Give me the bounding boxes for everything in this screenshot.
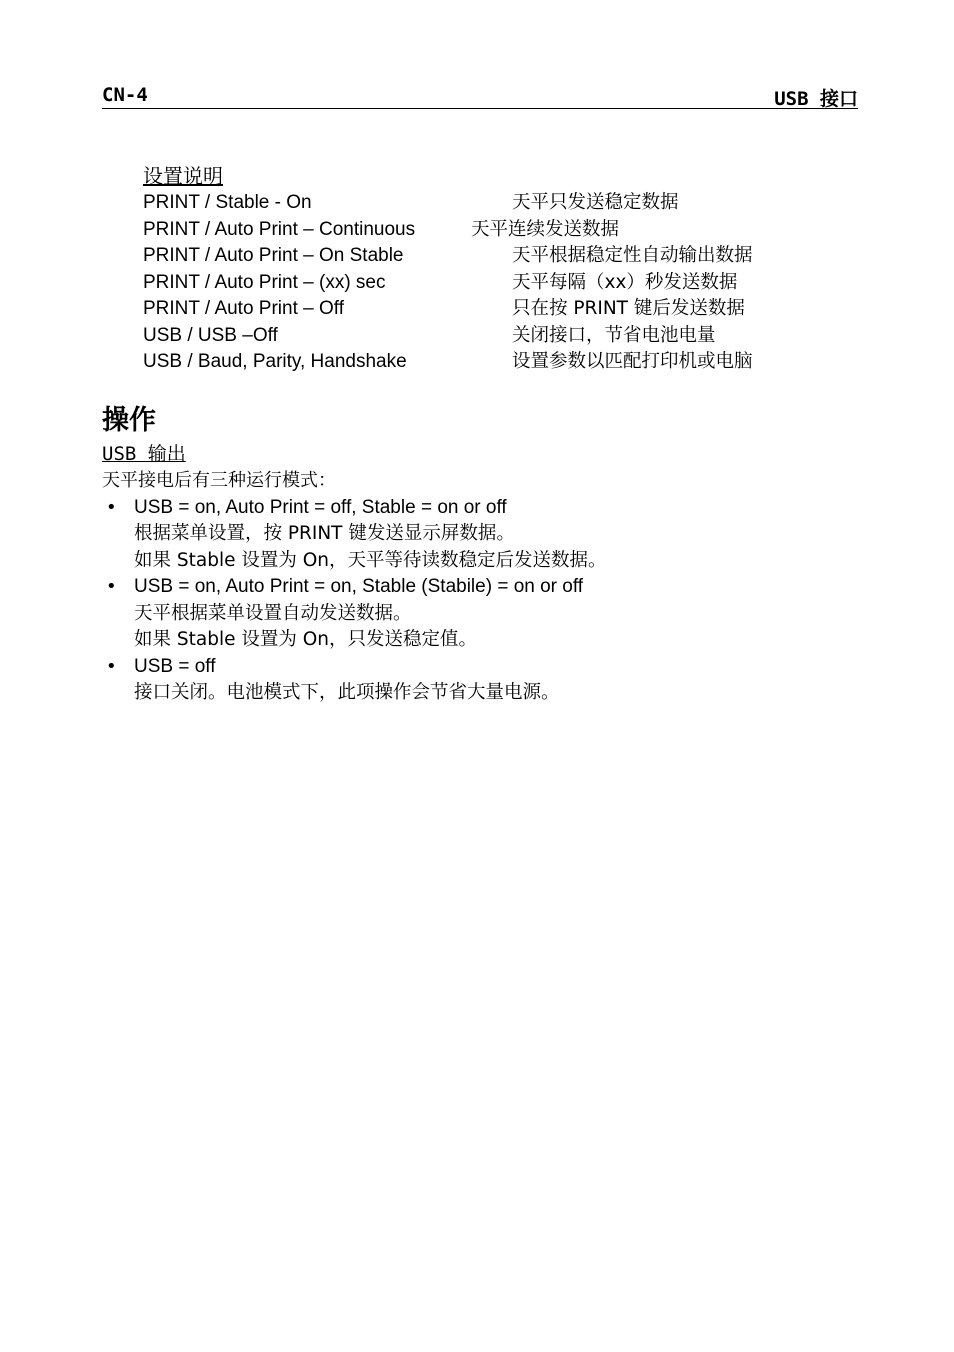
- mode-title: USB = on, Auto Print = off, Stable = on or off: [134, 496, 507, 518]
- operation-heading: 操作: [102, 405, 156, 436]
- setting-key: USB / Baud, Parity, Handshake: [143, 351, 407, 372]
- mode-list-item: [102, 495, 862, 575]
- mode-description: 根据菜单设置，按 PRINT 键发送显示屏数据。: [134, 523, 515, 544]
- settings-row: [143, 296, 843, 323]
- usb-output-title: USB 输出: [102, 443, 186, 465]
- settings-row: [143, 323, 843, 350]
- settings-row: [143, 190, 843, 217]
- setting-key: PRINT / Auto Print – Continuous: [143, 218, 416, 240]
- setting-key: PRINT / Auto Print – On Stable: [143, 245, 404, 266]
- setting-key: USB / USB –Off: [143, 324, 278, 346]
- setting-desc: 天平连续发送数据: [471, 218, 620, 240]
- mode-title: USB = on, Auto Print = on, Stable (Stabile) = on or off: [134, 576, 584, 597]
- mode-description: 天平根据菜单设置自动发送数据。: [134, 602, 412, 624]
- usb-intro-text: 天平接电后有三种运行模式：: [102, 470, 336, 491]
- mode-description: 接口关闭。电池模式下，此项操作会节省大量电源。: [134, 682, 560, 703]
- settings-row: [143, 217, 843, 244]
- setting-key: PRINT / Stable - On: [143, 192, 312, 213]
- settings-row: [143, 270, 843, 297]
- mode-list-item: [102, 654, 862, 707]
- settings-description: [143, 162, 843, 376]
- settings-row: [143, 349, 843, 376]
- settings-row: [143, 243, 843, 270]
- bullet-icon: •: [106, 496, 117, 518]
- mode-description: 如果 Stable 设置为 On，只发送稳定值。: [134, 629, 478, 650]
- setting-desc: 天平每隔（xx）秒发送数据: [512, 271, 738, 293]
- setting-desc: 只在按 PRINT 键后发送数据: [512, 298, 745, 319]
- settings-title: 设置说明: [143, 164, 223, 188]
- setting-desc: 设置参数以匹配打印机或电脑: [512, 351, 753, 372]
- usb-output-section: [102, 440, 862, 707]
- mode-description: 如果 Stable 设置为 On，天平等待读数稳定后发送数据。: [134, 549, 607, 571]
- setting-desc: 天平只发送稳定数据: [512, 192, 679, 213]
- page-header: [102, 84, 858, 109]
- mode-list-item: [102, 574, 862, 654]
- setting-desc: 关闭接口，节省电池电量: [512, 324, 716, 346]
- bullet-icon: •: [106, 576, 117, 597]
- setting-key: PRINT / Auto Print – (xx) sec: [143, 271, 386, 293]
- bullet-icon: •: [106, 655, 117, 677]
- setting-key: PRINT / Auto Print – Off: [143, 298, 344, 319]
- section-title: USB 接口: [774, 88, 858, 110]
- page-number: CN-4: [102, 84, 148, 106]
- mode-title: USB = off: [134, 655, 216, 677]
- setting-desc: 天平根据稳定性自动输出数据: [512, 245, 753, 266]
